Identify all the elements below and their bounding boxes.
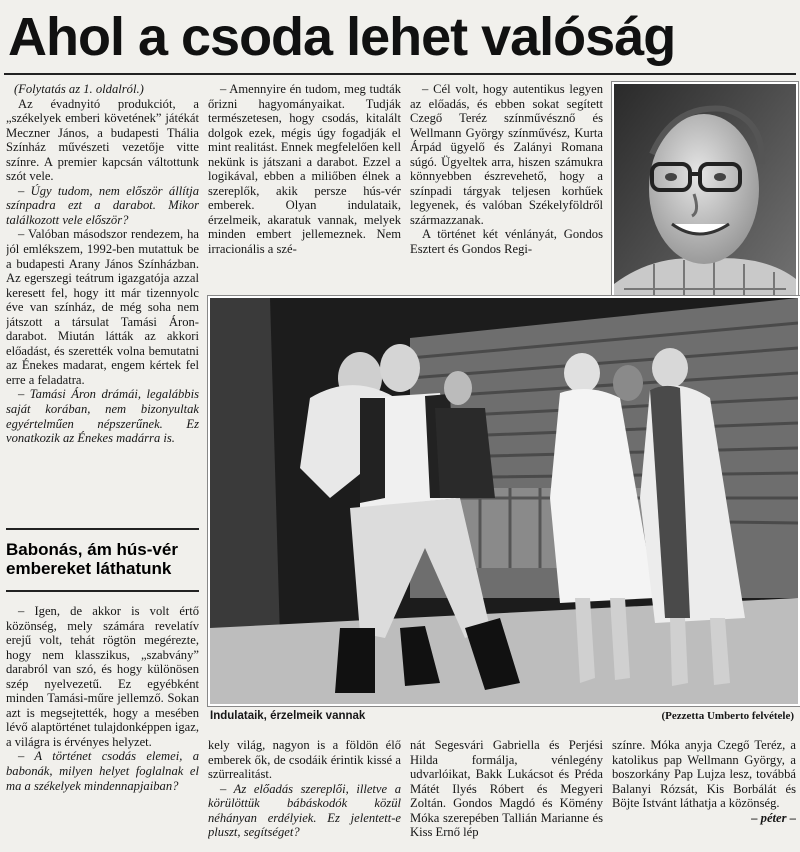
top-rule — [4, 73, 796, 75]
question: – Úgy tudom, nem először állítja színpadra ezt a darabot. Mikor találkozott vele először? — [6, 183, 199, 227]
column-2 — [208, 82, 401, 292]
paragraph: – Valóban másodszor rendezem, ha jól emlékszem, 1992-ben mutattuk be a budapesti Arany János Színházban. Az egerszegi teátrum igazgatója azzal keresett fel, hogy itt már tizennyolc éve van színház, de még soha nem játszott a társulat Tamási Áron-darabot. Miután látták az akkori előadást, és szerették volna bemutatni az Énekes madarat, engem kértek fel erre a feladatra. — [6, 227, 199, 387]
photo-caption: Indulataik, érzelmeik vannak — [210, 710, 366, 722]
column-1 — [6, 82, 199, 522]
subheading-line: Babonás, ám hús-vér — [6, 540, 178, 559]
headline: Ahol a csoda lehet valóság — [8, 7, 676, 67]
paragraph: A történet két vénlányát, Gondos Esztert és Gondos Regi- — [410, 227, 603, 257]
subheading-line: embereket láthatunk — [6, 559, 172, 578]
column-2-continued — [208, 738, 401, 850]
subheading — [6, 530, 199, 578]
portrait-photo — [612, 82, 798, 330]
paragraph: – Igen, de akkor is volt értő közönség, mely számára revelatív erejű volt, tehát rögtön megérezte, hogy nem klasszikus, „szabvány” darabról van szó, és hogy különösen szép nyelvezetű. Ez egyébként minden Tamási-műre jellemző. Sokan azt is megsejtették, hogy a mesében lévő alaptörténet tulajdonképpen igaz, a világra is érvényes helyzet. — [6, 604, 199, 749]
paragraph: kely világ, nagyon is a földön élő emberek ők, de csodáik érintik kissé a szürrealitást. — [208, 738, 401, 782]
paragraph: Az évadnyitó produkciót, a „székelyek emberi követének” játékát Meczner János, a budapesti Thália Színház művészeti vezetője vitte színre. A premier kapcsán váltottunk szót vele. — [6, 96, 199, 184]
continued-note: (Folytatás az 1. oldalról.) — [14, 82, 144, 96]
column-4 — [612, 738, 796, 850]
column-1-continued — [6, 604, 199, 850]
question: – Az előadás szereplői, illetve a körülöttük bábáskodók közül néhányan erdélyiek. Ez jelentett-e pluszt, segítséget? — [208, 781, 401, 840]
subheading-rule-bottom — [6, 590, 199, 592]
question: – Tamási Áron drámái, legalábbis saját korában, nem bizonyultak egyértelműen népszerűnek. Ez vonatkozik az Énekes madárra is. — [6, 387, 199, 446]
stage-image — [210, 298, 798, 704]
question: – A történet csodás elemei, a babonák, milyen helyet foglalnak el ma a székelyek mindennapjaiban? — [6, 749, 199, 793]
subheading-box — [6, 528, 199, 586]
paragraph: – Amennyire én tudom, meg tudták őrizni hagyományaikat. Tudják természetesen, hogy csodás, kitalált dolgok ezek, mégis úgy fogadják el mint realitást. Ennek megfelelően kell nekünk is játszani a darabot. Ezzel a logikával, ebben a miliőben élnek a szereplők, akik persze hús-vér emberek. Olyan indulataik, érzelmeik, akaratuk vannak, melyek minden embert jellemeznek. Nem irracionális a szé- — [208, 82, 401, 257]
byline: – péter – — [751, 810, 796, 825]
paragraph: – Cél volt, hogy autentikus legyen az előadás, és ebben sokat segített Czegő Teréz színművésznő és Wellmann György színművész, Kurta Árpád ügyelő és Zalányi Romana súgó. Ügyeltek arra, hiszen számukra könnyebben észrevehető, hogy a színpadi tárgyak teljesen korhűek legyenek, és valóban Székelyföldről származzanak. — [410, 82, 603, 227]
paragraph: színre. Móka anyja Czegő Teréz, a katolikus pap Wellmann György, a boszorkány Pap Lujza lesz, továbbá Balanyi Rózsát, Kis Borbálát és Böjte Istvánt láthatja a közönség. — [612, 738, 796, 811]
stage-photo — [208, 296, 800, 706]
column-3-continued — [410, 738, 603, 850]
portrait-image — [614, 84, 796, 328]
photo-credit: (Pezzetta Umberto felvétele) — [661, 710, 794, 722]
column-3 — [410, 82, 603, 292]
paragraph: nát Segesvári Gabriella és Perjési Hilda formálja, vénlegény udvarlóikat, Bakk Lukácsot és Préda Mátét Ilyés Róbert és Megyeri Zoltán. Gondos Magdó és Kömény Móka szerepében Tallián Marianne és Kiss Ernő lép — [410, 738, 603, 840]
